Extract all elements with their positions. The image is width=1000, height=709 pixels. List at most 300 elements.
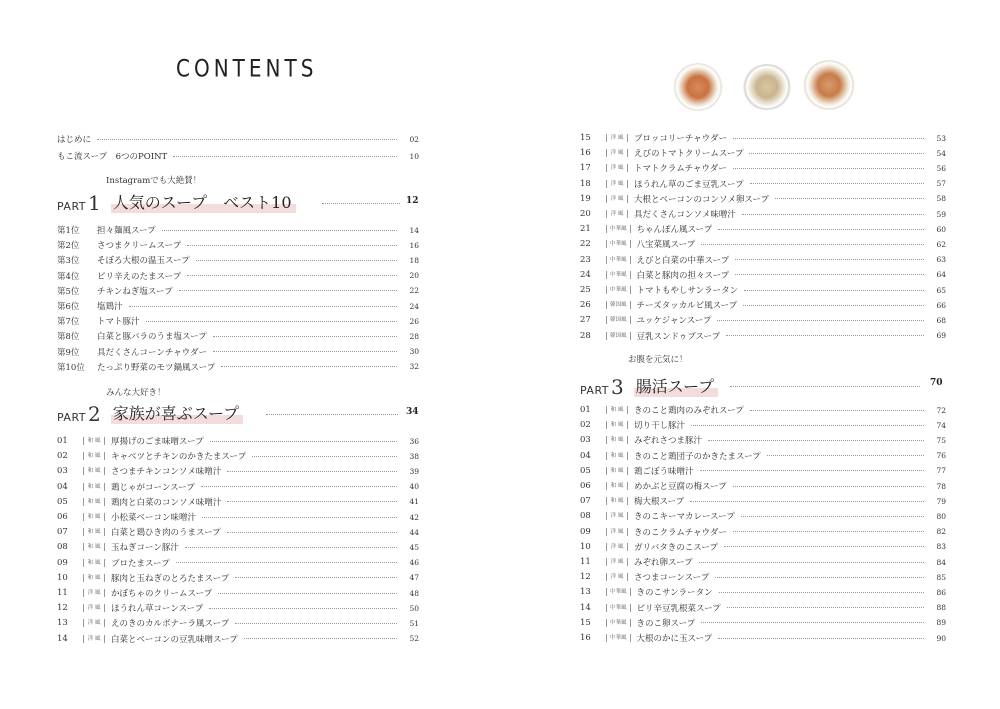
toc-number: 27 bbox=[580, 315, 591, 326]
toc-row bbox=[57, 571, 419, 585]
toc-name: ちゃんぽん風スープ bbox=[636, 225, 713, 236]
toc-leader bbox=[708, 440, 924, 441]
toc-leader bbox=[749, 153, 924, 154]
toc-name: 具だくさんコーンチャウダー bbox=[97, 347, 207, 358]
toc-category: 和 風 bbox=[83, 513, 105, 521]
toc-number: 07 bbox=[580, 496, 591, 507]
toc-number: 01 bbox=[57, 436, 68, 446]
toc-name: 白菜と豚バラのうま塩スープ bbox=[97, 332, 207, 343]
toc-category: 中華風 bbox=[606, 588, 631, 596]
toc-name: ブロたまスープ bbox=[111, 558, 170, 569]
part3-page: 70 bbox=[930, 378, 943, 388]
toc-row bbox=[580, 192, 946, 206]
toc-row bbox=[580, 253, 946, 267]
toc-page: 69 bbox=[936, 331, 946, 341]
toc-page: 56 bbox=[936, 163, 946, 173]
toc-number: 11 bbox=[57, 588, 68, 598]
toc-page: 74 bbox=[936, 420, 946, 430]
toc-number: 18 bbox=[580, 178, 591, 189]
toc-number: 04 bbox=[57, 481, 68, 492]
toc-page: 14 bbox=[409, 225, 419, 235]
toc-leader bbox=[252, 456, 397, 457]
toc-page: 63 bbox=[936, 255, 946, 265]
toc-number: 10 bbox=[57, 572, 68, 583]
toc-leader bbox=[202, 517, 397, 518]
toc-leader bbox=[733, 531, 924, 532]
toc-leader bbox=[744, 290, 924, 291]
toc-row bbox=[57, 360, 419, 374]
toc-number: 01 bbox=[580, 405, 591, 415]
toc-category: 和 風 bbox=[83, 543, 105, 551]
part2-label: PART bbox=[57, 411, 87, 424]
toc-number: 28 bbox=[580, 330, 591, 341]
toc-category: 和 風 bbox=[606, 436, 628, 444]
toc-row bbox=[57, 132, 419, 146]
toc-number: 26 bbox=[580, 300, 591, 311]
toc-number: 13 bbox=[580, 587, 591, 598]
toc-row bbox=[57, 632, 419, 646]
toc-number: 07 bbox=[57, 527, 68, 538]
toc-leader bbox=[179, 290, 397, 291]
toc-number: 02 bbox=[580, 420, 591, 431]
toc-leader bbox=[775, 198, 924, 199]
toc-leader bbox=[187, 245, 397, 246]
toc-leader bbox=[176, 562, 397, 563]
toc-category: 洋 風 bbox=[606, 149, 628, 157]
toc-name: 具だくさんコンソメ味噌汁 bbox=[634, 210, 736, 220]
toc-leader bbox=[726, 335, 924, 336]
toc-rank: 第2位 bbox=[57, 241, 80, 252]
part1-subtitle: Instagramでも大絶賛！ bbox=[106, 176, 202, 186]
toc-leader bbox=[724, 546, 924, 547]
toc-page: 84 bbox=[936, 557, 946, 567]
toc-name: きのこと鶏肉のみぞれスープ bbox=[634, 406, 744, 416]
toc-row bbox=[580, 329, 946, 343]
toc-leader bbox=[735, 259, 924, 260]
toc-row bbox=[580, 494, 946, 508]
toc-row bbox=[57, 329, 419, 343]
toc-page: 86 bbox=[936, 587, 946, 597]
toc-category: 韓国風 bbox=[606, 301, 631, 309]
toc-page: 28 bbox=[409, 331, 419, 341]
toc-leader bbox=[741, 516, 924, 517]
toc-leader bbox=[201, 486, 397, 487]
toc-name: えのきのカルボナーラ風スープ bbox=[111, 619, 230, 630]
toc-number: 14 bbox=[580, 602, 591, 613]
toc-category: 和 風 bbox=[606, 482, 628, 490]
toc-name: トマトもやしサンラータン bbox=[636, 286, 739, 296]
toc-name: 白菜と豚肉の担々スープ bbox=[636, 270, 730, 281]
toc-leader bbox=[162, 230, 397, 231]
toc-category: 和 風 bbox=[83, 574, 105, 582]
toc-name: 豆乳スンドゥブスープ bbox=[636, 331, 721, 342]
toc-category: 和 風 bbox=[83, 467, 105, 475]
toc-category: 和 風 bbox=[83, 498, 105, 506]
toc-leader bbox=[185, 547, 397, 548]
toc-row bbox=[57, 284, 419, 298]
toc-row bbox=[57, 556, 419, 570]
toc-page: 40 bbox=[409, 482, 419, 492]
toc-row bbox=[580, 631, 946, 645]
toc-rank: 第10位 bbox=[57, 362, 85, 373]
toc-category: 洋 風 bbox=[606, 512, 628, 520]
toc-category: 和 風 bbox=[606, 452, 628, 460]
toc-row bbox=[580, 298, 946, 312]
toc-category: 和 風 bbox=[83, 559, 105, 567]
toc-row bbox=[580, 449, 946, 463]
toc-leader bbox=[733, 168, 924, 169]
toc-name: 大根のかに玉スープ bbox=[636, 634, 713, 644]
part2-number: 2 bbox=[88, 402, 101, 426]
toc-leader bbox=[97, 139, 397, 140]
toc-category: 洋 風 bbox=[606, 543, 628, 551]
toc-name: ピリ辛豆乳根菜スープ bbox=[636, 603, 721, 614]
toc-page: 64 bbox=[936, 270, 946, 280]
toc-row bbox=[580, 268, 946, 282]
part2-title: 家族が喜ぶスープ bbox=[111, 401, 243, 424]
toc-number: 14 bbox=[57, 633, 68, 644]
part3-title: 腸活スープ bbox=[634, 374, 718, 397]
toc-category: 中華風 bbox=[606, 286, 631, 294]
toc-rank: 第4位 bbox=[57, 271, 80, 282]
toc-row bbox=[580, 464, 946, 478]
toc-category: 和 風 bbox=[83, 437, 105, 445]
toc-name: みぞれ卵スープ bbox=[634, 558, 693, 568]
toc-number: 21 bbox=[580, 224, 591, 235]
toc-page: 66 bbox=[936, 300, 946, 310]
toc-name: きのこサンラータン bbox=[636, 588, 713, 599]
toc-page: 90 bbox=[936, 633, 946, 643]
toc-name: もこ流スープ 6つのPOINT bbox=[57, 152, 168, 162]
toc-leader bbox=[691, 425, 924, 426]
toc-page: 46 bbox=[409, 558, 419, 568]
toc-leader bbox=[718, 229, 924, 230]
toc-category: 洋 風 bbox=[83, 589, 105, 597]
part1-number: 1 bbox=[88, 191, 101, 215]
toc-number: 19 bbox=[580, 193, 591, 204]
toc-name: 鶏肉と白菜のコンソメ味噌汁 bbox=[111, 497, 222, 508]
toc-page: 36 bbox=[409, 436, 419, 446]
toc-row bbox=[57, 586, 419, 600]
toc-category: 中華風 bbox=[606, 604, 631, 612]
toc-number: 24 bbox=[580, 269, 591, 280]
toc-name: 切り干し豚汁 bbox=[634, 421, 686, 432]
toc-row bbox=[57, 269, 419, 283]
toc-leader bbox=[227, 532, 397, 533]
toc-name: 玉ねぎコーン豚汁 bbox=[111, 543, 179, 554]
toc-leader bbox=[244, 638, 397, 639]
toc-rank: 第8位 bbox=[57, 332, 80, 343]
toc-category: 洋 風 bbox=[606, 134, 628, 142]
toc-row bbox=[57, 601, 419, 615]
toc-page: 20 bbox=[409, 271, 419, 281]
part2-heading bbox=[57, 401, 243, 424]
toc-category: 洋 風 bbox=[606, 558, 628, 566]
toc-page: 58 bbox=[936, 194, 946, 204]
soup-photo-2 bbox=[741, 64, 793, 110]
toc-row bbox=[580, 616, 946, 630]
toc-leader bbox=[173, 156, 397, 157]
toc-page: 59 bbox=[936, 209, 946, 219]
toc-leader bbox=[221, 366, 397, 367]
toc-row bbox=[580, 525, 946, 539]
toc-leader bbox=[750, 410, 924, 411]
toc-category: 洋 風 bbox=[83, 604, 105, 612]
toc-category: 中華風 bbox=[606, 619, 631, 627]
toc-page: 42 bbox=[409, 512, 419, 522]
contents-title: CONTENTS bbox=[176, 53, 318, 83]
toc-category: 中華風 bbox=[606, 240, 631, 248]
toc-number: 08 bbox=[580, 511, 591, 522]
toc-page: 60 bbox=[936, 224, 946, 234]
toc-row bbox=[57, 449, 419, 463]
toc-number: 13 bbox=[57, 618, 68, 629]
toc-page: 24 bbox=[409, 301, 419, 311]
toc-category: 和 風 bbox=[83, 452, 105, 460]
toc-row bbox=[580, 570, 946, 584]
toc-leader bbox=[187, 275, 397, 276]
toc-row bbox=[580, 131, 946, 145]
toc-leader bbox=[733, 486, 924, 487]
toc-name: かぼちゃのクリームスープ bbox=[111, 589, 213, 599]
toc-category: 洋 風 bbox=[83, 619, 105, 627]
toc-page: 47 bbox=[409, 573, 419, 583]
toc-number: 11 bbox=[580, 557, 591, 567]
toc-row bbox=[580, 237, 946, 251]
toc-number: 06 bbox=[580, 481, 591, 491]
toc-row bbox=[580, 555, 946, 569]
toc-number: 09 bbox=[580, 526, 591, 537]
toc-leader bbox=[742, 214, 924, 215]
toc-category: 和 風 bbox=[83, 483, 105, 491]
toc-row bbox=[580, 418, 946, 432]
toc-page: 75 bbox=[936, 435, 946, 445]
toc-row bbox=[57, 464, 419, 478]
toc-row bbox=[57, 480, 419, 494]
toc-page: 45 bbox=[409, 542, 419, 552]
toc-page: 82 bbox=[936, 527, 946, 537]
toc-row bbox=[57, 299, 419, 313]
toc-row bbox=[580, 509, 946, 523]
part1-heading bbox=[57, 190, 296, 213]
toc-leader bbox=[727, 607, 924, 608]
toc-number: 05 bbox=[580, 465, 591, 476]
toc-number: 04 bbox=[580, 450, 591, 461]
toc-name: ガリバタきのこスープ bbox=[634, 542, 718, 553]
toc-number: 08 bbox=[57, 542, 68, 553]
part2-leader bbox=[266, 414, 398, 415]
toc-name: めかぶと豆腐の梅スープ bbox=[634, 482, 727, 492]
toc-page: 65 bbox=[936, 285, 946, 295]
toc-row bbox=[57, 238, 419, 252]
toc-page: 76 bbox=[936, 451, 946, 461]
toc-name: さつまチキンコンソメ味噌汁 bbox=[111, 467, 222, 478]
toc-name: チキンねぎ塩スープ bbox=[97, 286, 173, 297]
toc-category: 洋 風 bbox=[606, 573, 628, 581]
toc-rank: 第6位 bbox=[57, 302, 80, 312]
part3-leader bbox=[730, 386, 920, 387]
toc-page: 68 bbox=[936, 315, 946, 325]
part1-title: 人気のスープ ベスト10 bbox=[111, 190, 296, 213]
toc-page: 88 bbox=[936, 603, 946, 613]
toc-number: 25 bbox=[580, 285, 591, 295]
right-page bbox=[540, 0, 1000, 709]
toc-leader bbox=[235, 623, 397, 624]
toc-row bbox=[57, 495, 419, 509]
toc-number: 20 bbox=[580, 209, 591, 219]
toc-name: 豚肉と玉ねぎのとろたまスープ bbox=[111, 573, 230, 584]
toc-page: 78 bbox=[936, 481, 946, 491]
toc-category: 和 風 bbox=[606, 421, 628, 429]
toc-page: 44 bbox=[409, 527, 419, 537]
toc-row bbox=[57, 345, 419, 359]
toc-rank: 第3位 bbox=[57, 256, 80, 267]
toc-name: 小松菜ベーコン味噌汁 bbox=[111, 513, 197, 523]
toc-leader bbox=[735, 274, 924, 275]
toc-leader bbox=[743, 305, 924, 306]
toc-name: 白菜とベーコンの豆乳味噌スープ bbox=[111, 634, 238, 645]
toc-page: 26 bbox=[409, 316, 419, 326]
toc-leader bbox=[717, 320, 924, 321]
toc-leader bbox=[750, 183, 924, 184]
toc-category: 韓国風 bbox=[606, 316, 631, 324]
toc-row bbox=[580, 479, 946, 493]
toc-rank: 第1位 bbox=[57, 226, 80, 236]
toc-page: 72 bbox=[936, 405, 946, 415]
toc-leader bbox=[718, 638, 924, 639]
toc-category: 中華風 bbox=[606, 225, 631, 233]
toc-page: 18 bbox=[409, 255, 419, 265]
toc-name: きのこと鶏団子のかきたまスープ bbox=[634, 451, 761, 462]
toc-name: きのこクラムチャウダー bbox=[634, 527, 727, 538]
toc-page: 53 bbox=[936, 133, 946, 143]
toc-number: 23 bbox=[580, 254, 591, 265]
toc-page: 41 bbox=[409, 497, 419, 507]
toc-name: 白菜と鶏ひき肉のうまスープ bbox=[111, 528, 221, 539]
toc-name: キャベツとチキンのかきたまスープ bbox=[111, 452, 247, 463]
toc-row bbox=[580, 313, 946, 327]
toc-name: きのこ卵スープ bbox=[636, 618, 696, 629]
toc-name: 厚揚げのごま味噌スープ bbox=[111, 437, 204, 447]
toc-name: 担々麺風スープ bbox=[97, 226, 156, 236]
toc-leader bbox=[701, 622, 924, 623]
toc-row bbox=[580, 161, 946, 175]
toc-category: 洋 風 bbox=[606, 180, 628, 188]
toc-page: 85 bbox=[936, 572, 946, 582]
toc-page: 83 bbox=[936, 542, 946, 552]
toc-category: 中華風 bbox=[606, 256, 631, 264]
toc-number: 15 bbox=[580, 133, 591, 143]
toc-leader bbox=[213, 351, 397, 352]
toc-category: 洋 風 bbox=[606, 164, 628, 172]
toc-leader bbox=[227, 501, 397, 502]
toc-rank: 第7位 bbox=[57, 317, 80, 328]
toc-name: 鶏ごぼう味噌汁 bbox=[634, 466, 694, 477]
toc-page: 02 bbox=[409, 134, 419, 144]
toc-category: 和 風 bbox=[606, 497, 628, 505]
toc-page: 50 bbox=[409, 603, 419, 613]
toc-leader bbox=[719, 592, 924, 593]
toc-name: 鶏じゃがコーンスープ bbox=[111, 482, 195, 493]
toc-row bbox=[57, 510, 419, 524]
toc-leader bbox=[196, 260, 397, 261]
part3-label: PART bbox=[580, 384, 610, 397]
toc-row bbox=[57, 253, 419, 267]
toc-category: 韓国風 bbox=[606, 332, 631, 340]
toc-row bbox=[580, 146, 946, 160]
part3-heading bbox=[580, 374, 718, 397]
toc-name: 塩鶏汁 bbox=[97, 302, 123, 312]
toc-number: 12 bbox=[580, 572, 591, 583]
toc-name: そぼろ大根の温玉スープ bbox=[97, 256, 190, 267]
toc-category: 洋 風 bbox=[606, 528, 628, 536]
toc-page: 39 bbox=[409, 466, 419, 476]
toc-row bbox=[57, 314, 419, 328]
toc-row bbox=[580, 585, 946, 599]
toc-name: 八宝菜風スープ bbox=[636, 240, 696, 251]
toc-leader bbox=[129, 306, 397, 307]
toc-category: 洋 風 bbox=[606, 195, 628, 203]
toc-number: 03 bbox=[580, 435, 591, 446]
toc-leader bbox=[218, 593, 397, 594]
toc-category: 中華風 bbox=[606, 634, 631, 642]
toc-page: 22 bbox=[409, 286, 419, 296]
toc-number: 06 bbox=[57, 512, 68, 522]
part3-number: 3 bbox=[611, 375, 624, 399]
toc-leader bbox=[213, 336, 397, 337]
toc-page: 52 bbox=[409, 634, 419, 644]
toc-number: 15 bbox=[580, 617, 591, 628]
toc-number: 16 bbox=[580, 633, 591, 643]
toc-number: 22 bbox=[580, 239, 591, 250]
toc-leader bbox=[701, 244, 924, 245]
toc-name: トマトクラムチャウダー bbox=[634, 164, 727, 175]
toc-category: 和 風 bbox=[606, 406, 628, 414]
toc-leader bbox=[146, 321, 397, 322]
toc-number: 05 bbox=[57, 496, 68, 507]
toc-name: ほうれん草コーンスープ bbox=[111, 604, 204, 615]
toc-page: 54 bbox=[936, 148, 946, 158]
toc-number: 03 bbox=[57, 466, 68, 477]
toc-leader bbox=[767, 455, 924, 456]
toc-number: 02 bbox=[57, 451, 68, 462]
toc-leader bbox=[700, 470, 924, 471]
toc-page: 62 bbox=[936, 239, 946, 249]
toc-leader bbox=[209, 608, 397, 609]
part1-leader bbox=[322, 203, 400, 204]
toc-name: さつまコーンスープ bbox=[634, 573, 710, 584]
toc-number: 17 bbox=[580, 163, 591, 174]
toc-page: 30 bbox=[409, 347, 419, 357]
toc-name: チーズタッカルビ風スープ bbox=[636, 301, 738, 312]
toc-name: さつまクリームスープ bbox=[97, 241, 182, 252]
toc-name: はじめに bbox=[57, 135, 92, 145]
toc-name: えびと白菜の中華スープ bbox=[636, 255, 730, 266]
toc-name: トマト豚汁 bbox=[97, 317, 140, 328]
toc-row bbox=[57, 540, 419, 554]
toc-name: たっぷり野菜のモツ鍋風スープ bbox=[97, 362, 216, 373]
toc-name: えびのトマトクリームスープ bbox=[634, 149, 744, 160]
toc-leader bbox=[699, 562, 924, 563]
toc-number: 16 bbox=[580, 148, 591, 159]
toc-number: 10 bbox=[580, 541, 591, 552]
toc-leader bbox=[715, 577, 924, 578]
toc-name: ピリ辛えのたまスープ bbox=[97, 271, 182, 282]
toc-row bbox=[580, 177, 946, 191]
soup-photo-1 bbox=[672, 63, 724, 111]
toc-name: 大根とベーコンのコンソメ卵スープ bbox=[634, 194, 769, 205]
toc-rank: 第5位 bbox=[57, 286, 80, 297]
